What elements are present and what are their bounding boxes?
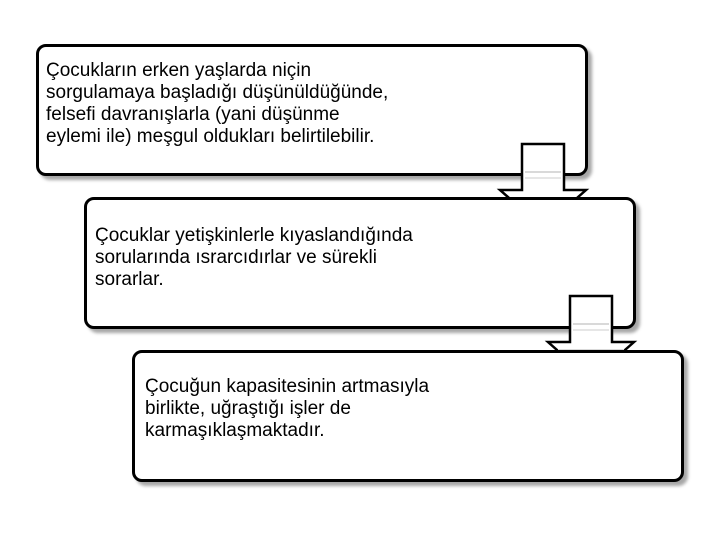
step-text-2: Çocuklar yetişkinlerle kıyaslandığında sorularında ısrarcıdırlar ve sürekli sorarlar. [95,225,413,290]
step-text-3: Çocuğun kapasitesinin artmasıyla birlikte, uğraştığı işler de karmaşıklaşmaktadır. [145,376,430,441]
step-text-1: Çocukların erken yaşlarda niçin sorgulamaya başladığı düşünüldüğünde, felsefi davranışlarla (yani düşünme eylemi ile) meşgul oldukları belirtilebilir. [46,60,389,147]
